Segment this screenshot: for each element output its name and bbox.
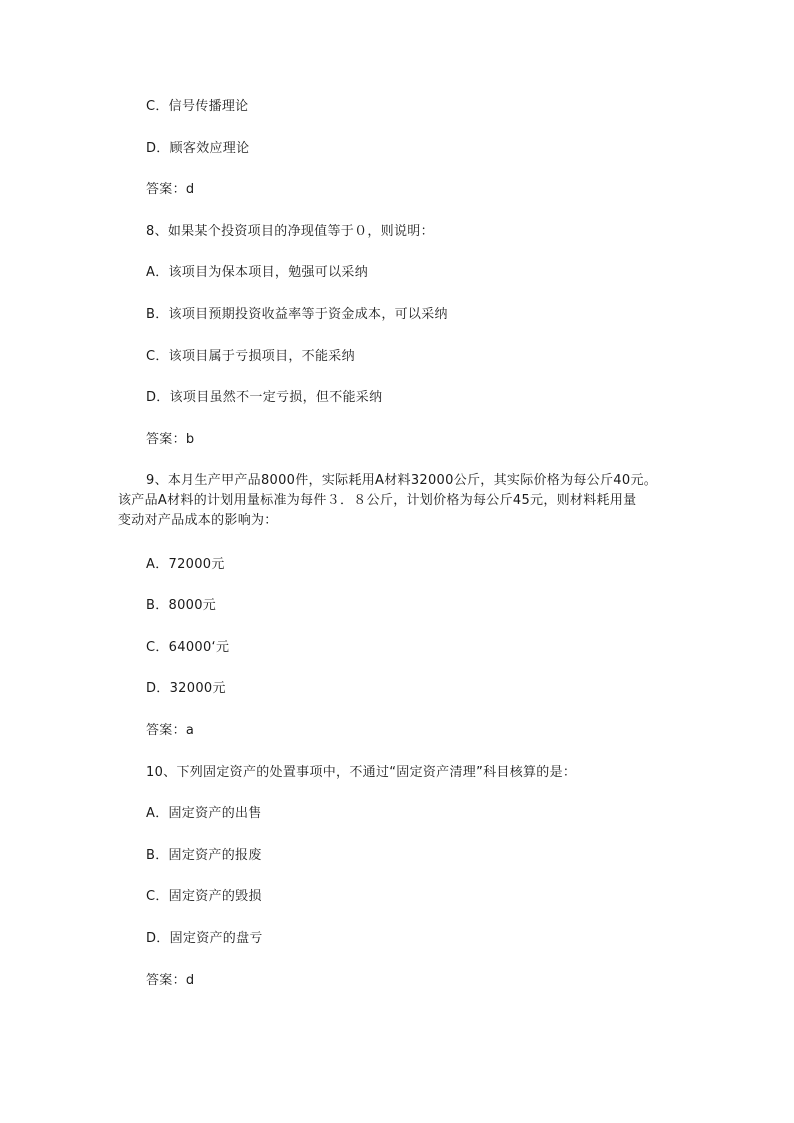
q9-stem-line2: 该产品A材料的计划用量标准为每件３．８公斤，计划价格为每公斤45元，则材料耗用量 xyxy=(118,493,637,508)
q9-stem-line3: 变动对产品成本的影响为： xyxy=(118,513,278,528)
q9-option-c: C．64000‘元 xyxy=(146,640,230,655)
q10-option-d: D．固定资产的盘亏 xyxy=(146,931,263,946)
q7-option-c: C．信号传播理论 xyxy=(146,99,249,114)
q9-option-b: B．8000元 xyxy=(146,598,217,613)
q9-answer: 答案：a xyxy=(146,723,195,738)
q8-answer: 答案：b xyxy=(146,432,195,447)
q9-option-a: A．72000元 xyxy=(146,557,225,572)
q10-stem: 10、下列固定资产的处置事项中，不通过“固定资产清理”科目核算的是： xyxy=(146,765,577,780)
q10-option-b: B．固定资产的报废 xyxy=(146,848,262,863)
q7-answer: 答案：d xyxy=(146,182,195,197)
q10-option-c: C．固定资产的毁损 xyxy=(146,889,262,904)
q7-option-d: D．顾客效应理论 xyxy=(146,141,250,156)
q9-stem-line1: 9、本月生产甲产品8000件，实际耗用A材料32000公斤，其实际价格为每公斤40元。 xyxy=(146,473,658,488)
q10-answer: 答案：d xyxy=(146,973,195,988)
q8-option-b: B．该项目预期投资收益率等于资金成本，可以采纳 xyxy=(146,307,448,322)
q8-option-d: D．该项目虽然不一定亏损，但不能采纳 xyxy=(146,390,383,405)
q8-stem: 8、如果某个投资项目的净现值等于０，则说明： xyxy=(146,224,434,239)
q8-option-c: C．该项目属于亏损项目，不能采纳 xyxy=(146,349,355,364)
q9-stem xyxy=(118,471,678,531)
q8-option-a: A．该项目为保本项目，勉强可以采纳 xyxy=(146,265,368,280)
q9-option-d: D．32000元 xyxy=(146,681,226,696)
q10-option-a: A．固定资产的出售 xyxy=(146,806,262,821)
